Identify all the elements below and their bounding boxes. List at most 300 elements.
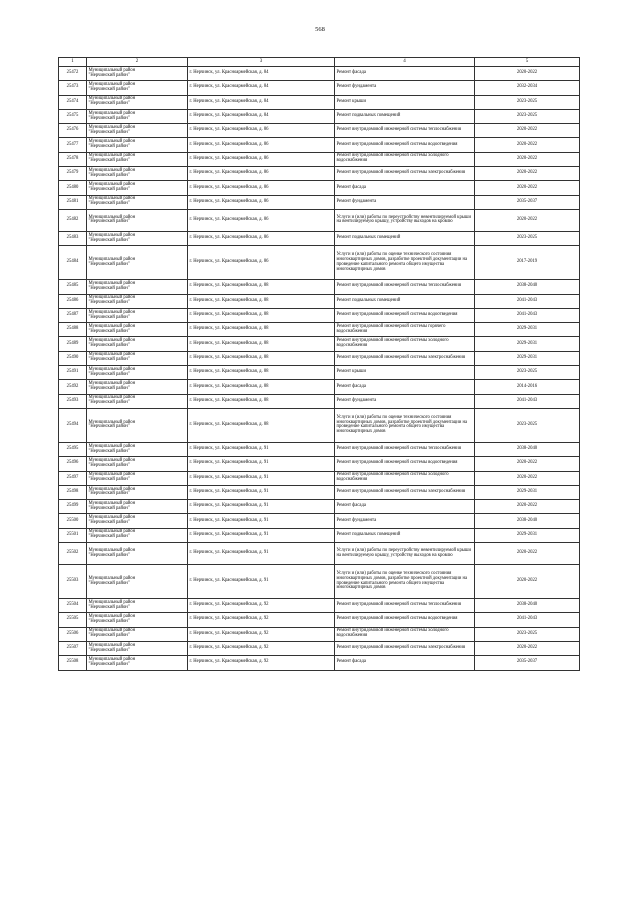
table-row: [59, 627, 580, 641]
work-type-cell: Ремонт фундамента: [335, 195, 475, 209]
district-line-2: "Нерчинский район": [88, 172, 130, 178]
district-line-2: "Нерчинский район": [88, 552, 130, 558]
table-row: [59, 543, 580, 565]
row-number-cell: 25482: [59, 209, 87, 231]
district-line-1: Муниципальный район: [88, 67, 136, 73]
table-row: [59, 152, 580, 166]
district-line-1: Муниципальный район: [88, 139, 136, 145]
district-cell: [87, 294, 188, 308]
district-cell: [87, 195, 188, 209]
period-cell: 2020-2022: [475, 152, 580, 166]
district-line-1: Муниципальный район: [88, 642, 136, 648]
district-line-1: Муниципальный район: [88, 295, 136, 301]
period-cell: 2023-2025: [475, 366, 580, 380]
page-number: 568: [315, 26, 325, 33]
address-cell: г. Нерчинск, ул. Красноармейская, д. 88: [188, 323, 335, 337]
district-cell: [87, 351, 188, 365]
district-line-2: "Нерчинский район": [88, 385, 130, 391]
district-line-1: Муниципальный район: [88, 575, 136, 581]
row-number-cell: 25488: [59, 323, 87, 337]
period-cell: 2023-2025: [475, 408, 580, 442]
row-number-cell: 25496: [59, 457, 87, 471]
district-line-1: Муниципальный район: [88, 472, 136, 478]
district-cell: [87, 67, 188, 81]
district-line-2: "Нерчинский район": [88, 115, 130, 121]
district-line-2: "Нерчинский район": [88, 520, 130, 526]
period-cell: 2020-2022: [475, 67, 580, 81]
period-cell: 2029-2031: [475, 485, 580, 499]
table-row: [59, 408, 580, 442]
district-cell: [87, 81, 188, 95]
district-line-2: "Нерчинский район": [88, 314, 130, 320]
address-cell: г. Нерчинск, ул. Красноармейская, д. 91: [188, 528, 335, 542]
work-type-cell: Ремонт фасада: [335, 181, 475, 195]
address-cell: г. Нерчинск, ул. Красноармейская, д. 86: [188, 124, 335, 138]
address-cell: г. Нерчинск, ул. Красноармейская, д. 88: [188, 294, 335, 308]
table-row: [59, 380, 580, 394]
district-cell: [87, 528, 188, 542]
district-line-2: "Нерчинский район": [88, 101, 130, 107]
row-number-cell: 25475: [59, 109, 87, 123]
district-line-1: Муниципальный район: [88, 500, 136, 506]
district-line-1: Муниципальный район: [88, 457, 136, 463]
row-number-cell: 25472: [59, 67, 87, 81]
table-body: [59, 67, 580, 671]
district-line-1: Муниципальный район: [88, 323, 136, 329]
district-line-1: Муниципальный район: [88, 82, 136, 87]
table-row: [59, 95, 580, 109]
table-row: [59, 442, 580, 456]
address-cell: г. Нерчинск, ул. Красноармейская, д. 88: [188, 380, 335, 394]
table-row: [59, 500, 580, 514]
period-cell: 2023-2025: [475, 627, 580, 641]
address-cell: г. Нерчинск, ул. Красноармейская, д. 86: [188, 181, 335, 195]
district-line-1: Муниципальный район: [88, 352, 136, 358]
period-cell: 2032-2034: [475, 81, 580, 95]
period-cell: 2020-2022: [475, 209, 580, 231]
district-line-2: "Нерчинский район": [88, 129, 130, 135]
work-type-cell: Ремонт внутридомовой инженерной системы водоотведения: [335, 613, 475, 627]
address-cell: г. Нерчинск, ул. Красноармейская, д. 84: [188, 95, 335, 109]
work-type-cell: Ремонт внутридомовой инженерной системы электроснабжения: [335, 167, 475, 181]
row-number-cell: 25476: [59, 124, 87, 138]
district-line-2: "Нерчинский район": [88, 491, 130, 497]
district-line-1: Муниципальный район: [88, 256, 136, 262]
address-cell: г. Нерчинск, ул. Красноармейская, д. 91: [188, 514, 335, 528]
address-cell: г. Нерчинск, ул. Красноармейская, д. 88: [188, 366, 335, 380]
period-cell: 2020-2022: [475, 124, 580, 138]
work-type-cell: Ремонт внутридомовой инженерной системы холодного водоснабжения: [335, 337, 475, 351]
row-number-cell: 25500: [59, 514, 87, 528]
table-row: [59, 641, 580, 655]
work-type-cell: Ремонт внутридомовой инженерной системы водоотведения: [335, 138, 475, 152]
period-cell: 2020-2022: [475, 457, 580, 471]
district-cell: [87, 471, 188, 485]
address-cell: г. Нерчинск, ул. Красноармейская, д. 88: [188, 351, 335, 365]
address-cell: г. Нерчинск, ул. Красноармейская, д. 86: [188, 138, 335, 152]
column-header-5: 5: [475, 58, 580, 67]
period-cell: 2041-2043: [475, 613, 580, 627]
district-cell: [87, 95, 188, 109]
district-cell: [87, 167, 188, 181]
work-type-cell: Ремонт крыши: [335, 95, 475, 109]
table-row: [59, 167, 580, 181]
row-number-cell: 25484: [59, 246, 87, 280]
address-cell: г. Нерчинск, ул. Красноармейская, д. 88: [188, 394, 335, 408]
district-line-2: "Нерчинский район": [88, 400, 130, 406]
work-type-cell: Ремонт внутридомовой инженерной системы теплоснабжения: [335, 124, 475, 138]
period-cell: 2029-2031: [475, 323, 580, 337]
table-row: [59, 209, 580, 231]
row-number-cell: 25506: [59, 627, 87, 641]
district-cell: [87, 485, 188, 499]
district-cell: [87, 380, 188, 394]
district-cell: [87, 613, 188, 627]
address-cell: г. Нерчинск, ул. Красноармейская, д. 86: [188, 167, 335, 181]
district-line-1: Муниципальный район: [88, 110, 136, 116]
row-number-cell: 25481: [59, 195, 87, 209]
district-cell: [87, 366, 188, 380]
table-row: [59, 124, 580, 138]
address-cell: г. Нерчинск, ул. Красноармейская, д. 88: [188, 337, 335, 351]
table-row: [59, 485, 580, 499]
address-cell: г. Нерчинск, ул. Красноармейская, д. 91: [188, 471, 335, 485]
repair-schedule-table: [58, 57, 580, 671]
row-number-cell: 25480: [59, 181, 87, 195]
address-cell: г. Нерчинск, ул. Красноармейская, д. 86: [188, 231, 335, 245]
work-type-cell: Услуги и (или) работы по оценке технического состояния многоквартирных домов, разработке проектной документации на проведение капитального ремонта общего имущества многоквартирных домов: [335, 408, 475, 442]
work-type-cell: Ремонт внутридомовой инженерной системы горячего водоснабжения: [335, 323, 475, 337]
district-cell: [87, 209, 188, 231]
district-line-2: "Нерчинский район": [88, 633, 130, 639]
district-line-1: Муниципальный район: [88, 366, 136, 372]
row-number-cell: 25497: [59, 471, 87, 485]
period-cell: 2020-2022: [475, 181, 580, 195]
district-cell: [87, 627, 188, 641]
table-row: [59, 656, 580, 670]
district-line-2: "Нерчинский район": [88, 158, 130, 164]
period-cell: 2023-2025: [475, 231, 580, 245]
period-cell: 2029-2031: [475, 528, 580, 542]
work-type-cell: Ремонт внутридомовой инженерной системы теплоснабжения: [335, 599, 475, 613]
period-cell: 2041-2043: [475, 308, 580, 322]
district-cell: [87, 308, 188, 322]
district-cell: [87, 599, 188, 613]
district-line-2: "Нерчинский район": [88, 219, 130, 225]
table-row: [59, 231, 580, 245]
district-line-1: Муниципальный район: [88, 419, 136, 425]
table-row: [59, 394, 580, 408]
period-cell: 2023-2025: [475, 95, 580, 109]
district-cell: [87, 514, 188, 528]
district-line-1: Муниципальный район: [88, 280, 136, 286]
table-row: [59, 613, 580, 627]
district-line-1: Муниципальный район: [88, 628, 136, 634]
district-line-1: Муниципальный район: [88, 529, 136, 535]
row-number-cell: 25493: [59, 394, 87, 408]
work-type-cell: Ремонт крыши: [335, 366, 475, 380]
row-number-cell: 25505: [59, 613, 87, 627]
district-cell: [87, 394, 188, 408]
row-number-cell: 25499: [59, 500, 87, 514]
table-row: [59, 308, 580, 322]
address-cell: г. Нерчинск, ул. Красноармейская, д. 88: [188, 408, 335, 442]
district-line-1: Муниципальный район: [88, 381, 136, 387]
period-cell: 2020-2022: [475, 471, 580, 485]
district-line-1: Муниципальный район: [88, 124, 136, 130]
district-line-1: Муниципальный район: [88, 232, 136, 238]
period-cell: 2029-2031: [475, 351, 580, 365]
district-cell: [87, 152, 188, 166]
district-line-2: "Нерчинский район": [88, 72, 130, 78]
district-line-1: Муниципальный район: [88, 656, 136, 662]
address-cell: г. Нерчинск, ул. Красноармейская, д. 88: [188, 308, 335, 322]
district-line-2: "Нерчинский район": [88, 86, 130, 92]
work-type-cell: Услуги и (или) работы по переустройству невентилируемой крыши на вентилируемую крышу, устройству выходов на кровлю: [335, 543, 475, 565]
period-cell: 2020-2022: [475, 641, 580, 655]
district-line-1: Муниципальный район: [88, 547, 136, 553]
address-cell: г. Нерчинск, ул. Красноармейская, д. 92: [188, 599, 335, 613]
row-number-cell: 25490: [59, 351, 87, 365]
district-line-1: Муниципальный район: [88, 443, 136, 449]
work-type-cell: Ремонт внутридомовой инженерной системы электроснабжения: [335, 351, 475, 365]
district-line-2: "Нерчинский район": [88, 285, 130, 291]
work-type-cell: Ремонт фундамента: [335, 514, 475, 528]
district-cell: [87, 656, 188, 670]
period-cell: 2017-2019: [475, 246, 580, 280]
column-header-4: 4: [335, 58, 475, 67]
row-number-cell: 25491: [59, 366, 87, 380]
district-line-2: "Нерчинский район": [88, 604, 130, 610]
district-cell: [87, 138, 188, 152]
work-type-cell: Ремонт внутридомовой инженерной системы холодного водоснабжения: [335, 627, 475, 641]
address-cell: г. Нерчинск, ул. Красноармейская, д. 92: [188, 613, 335, 627]
district-line-2: "Нерчинский район": [88, 328, 130, 334]
district-line-2: "Нерчинский район": [88, 261, 130, 267]
district-line-1: Муниципальный район: [88, 338, 136, 344]
row-number-cell: 25483: [59, 231, 87, 245]
district-line-2: "Нерчинский район": [88, 424, 130, 430]
period-cell: 2020-2022: [475, 167, 580, 181]
row-number-cell: 25501: [59, 528, 87, 542]
period-cell: 2023-2025: [475, 109, 580, 123]
address-cell: г. Нерчинск, ул. Красноармейская, д. 91: [188, 485, 335, 499]
period-cell: 2020-2022: [475, 138, 580, 152]
district-line-2: "Нерчинский район": [88, 505, 130, 511]
row-number-cell: 25485: [59, 280, 87, 294]
district-cell: [87, 641, 188, 655]
work-type-cell: Ремонт внутридомовой инженерной системы холодного водоснабжения: [335, 471, 475, 485]
district-cell: [87, 280, 188, 294]
table-row: [59, 109, 580, 123]
district-cell: [87, 337, 188, 351]
row-number-cell: 25508: [59, 656, 87, 670]
period-cell: 2038-2040: [475, 514, 580, 528]
work-type-cell: Ремонт внутридомовой инженерной системы водоотведения: [335, 457, 475, 471]
district-line-2: "Нерчинский район": [88, 477, 130, 483]
work-type-cell: Ремонт внутридомовой инженерной системы теплоснабжения: [335, 442, 475, 456]
address-cell: г. Нерчинск, ул. Красноармейская, д. 84: [188, 67, 335, 81]
work-type-cell: Ремонт внутридомовой инженерной системы водоотведения: [335, 308, 475, 322]
district-line-1: Муниципальный район: [88, 96, 136, 102]
row-number-cell: 25486: [59, 294, 87, 308]
address-cell: г. Нерчинск, ул. Красноармейская, д. 86: [188, 246, 335, 280]
period-cell: 2014-2016: [475, 380, 580, 394]
table-row: [59, 138, 580, 152]
column-header-1: 1: [59, 58, 87, 67]
district-line-1: Муниципальный район: [88, 196, 136, 202]
district-cell: [87, 457, 188, 471]
address-cell: г. Нерчинск, ул. Красноармейская, д. 86: [188, 195, 335, 209]
row-number-cell: 25507: [59, 641, 87, 655]
period-cell: 2035-2037: [475, 195, 580, 209]
district-line-2: "Нерчинский район": [88, 618, 130, 624]
work-type-cell: Услуги и (или) работы по оценке технического состояния многоквартирных домов, разработке проектной документации на проведение капитального ремонта общего имущества многоквартирных домов: [335, 565, 475, 599]
district-line-1: Муниципальный район: [88, 515, 136, 521]
district-line-1: Муниципальный район: [88, 309, 136, 315]
row-number-cell: 25502: [59, 543, 87, 565]
period-cell: 2035-2037: [475, 656, 580, 670]
table-row: [59, 528, 580, 542]
district-line-1: Муниципальный район: [88, 599, 136, 605]
row-number-cell: 25478: [59, 152, 87, 166]
address-cell: г. Нерчинск, ул. Красноармейская, д. 86: [188, 152, 335, 166]
district-cell: [87, 500, 188, 514]
work-type-cell: Ремонт внутридомовой инженерной системы теплоснабжения: [335, 280, 475, 294]
district-cell: [87, 543, 188, 565]
row-number-cell: 25477: [59, 138, 87, 152]
table-row: [59, 280, 580, 294]
table-row: [59, 599, 580, 613]
district-line-2: "Нерчинский район": [88, 534, 130, 540]
table-row: [59, 323, 580, 337]
period-cell: 2038-2040: [475, 442, 580, 456]
district-line-2: "Нерчинский район": [88, 448, 130, 454]
district-line-2: "Нерчинский район": [88, 647, 130, 653]
address-cell: г. Нерчинск, ул. Красноармейская, д. 86: [188, 209, 335, 231]
period-cell: 2020-2022: [475, 500, 580, 514]
district-cell: [87, 181, 188, 195]
table-row: [59, 246, 580, 280]
table-header-row: [59, 58, 580, 67]
row-number-cell: 25479: [59, 167, 87, 181]
district-line-2: "Нерчинский район": [88, 237, 130, 243]
work-type-cell: Ремонт подвальных помещений: [335, 528, 475, 542]
address-cell: г. Нерчинск, ул. Красноармейская, д. 92: [188, 656, 335, 670]
work-type-cell: Услуги и (или) работы по переустройству невентилируемой крыши на вентилируемую крышу, устройству выходов на кровлю: [335, 209, 475, 231]
district-cell: [87, 124, 188, 138]
period-cell: 2041-2043: [475, 294, 580, 308]
district-line-2: "Нерчинский район": [88, 371, 130, 377]
district-line-2: "Нерчинский район": [88, 144, 130, 150]
table-row: [59, 81, 580, 95]
table-row: [59, 195, 580, 209]
work-type-cell: Ремонт подвальных помещений: [335, 109, 475, 123]
district-line-2: "Нерчинский район": [88, 300, 130, 306]
table-row: [59, 294, 580, 308]
period-cell: 2041-2043: [475, 394, 580, 408]
work-type-cell: Ремонт фасада: [335, 500, 475, 514]
work-type-cell: Ремонт внутридомовой инженерной системы электроснабжения: [335, 641, 475, 655]
row-number-cell: 25503: [59, 565, 87, 599]
work-type-cell: Ремонт фасада: [335, 656, 475, 670]
district-line-1: Муниципальный район: [88, 614, 136, 620]
period-cell: 2029-2031: [475, 337, 580, 351]
period-cell: 2020-2022: [475, 565, 580, 599]
address-cell: г. Нерчинск, ул. Красноармейская, д. 91: [188, 500, 335, 514]
row-number-cell: 25489: [59, 337, 87, 351]
period-cell: 2038-2040: [475, 280, 580, 294]
table-row: [59, 514, 580, 528]
table-row: [59, 471, 580, 485]
work-type-cell: Ремонт фундамента: [335, 81, 475, 95]
address-cell: г. Нерчинск, ул. Красноармейская, д. 84: [188, 109, 335, 123]
work-type-cell: Ремонт фасада: [335, 67, 475, 81]
row-number-cell: 25474: [59, 95, 87, 109]
district-cell: [87, 323, 188, 337]
row-number-cell: 25473: [59, 81, 87, 95]
table-row: [59, 366, 580, 380]
district-line-1: Муниципальный район: [88, 182, 136, 188]
table-row: [59, 565, 580, 599]
address-cell: г. Нерчинск, ул. Красноармейская, д. 91: [188, 457, 335, 471]
district-line-1: Муниципальный район: [88, 167, 136, 173]
period-cell: 2020-2022: [475, 543, 580, 565]
work-type-cell: Ремонт внутридомовой инженерной системы холодного водоснабжения: [335, 152, 475, 166]
address-cell: г. Нерчинск, ул. Красноармейская, д. 84: [188, 81, 335, 95]
row-number-cell: 25495: [59, 442, 87, 456]
table-row: [59, 351, 580, 365]
district-cell: [87, 109, 188, 123]
row-number-cell: 25487: [59, 308, 87, 322]
district-line-1: Муниципальный район: [88, 486, 136, 492]
district-line-2: "Нерчинский район": [88, 343, 130, 349]
district-line-1: Муниципальный район: [88, 153, 136, 159]
district-cell: [87, 442, 188, 456]
work-type-cell: Ремонт внутридомовой инженерной системы электроснабжения: [335, 485, 475, 499]
district-line-1: Муниципальный район: [88, 214, 136, 220]
district-line-2: "Нерчинский район": [88, 357, 130, 363]
table-row: [59, 337, 580, 351]
work-type-cell: Ремонт подвальных помещений: [335, 294, 475, 308]
column-header-2: 2: [87, 58, 188, 67]
district-line-1: Муниципальный район: [88, 395, 136, 401]
district-line-2: "Нерчинский район": [88, 201, 130, 207]
district-cell: [87, 246, 188, 280]
district-cell: [87, 231, 188, 245]
address-cell: г. Нерчинск, ул. Красноармейская, д. 91: [188, 442, 335, 456]
row-number-cell: 25504: [59, 599, 87, 613]
table-row: [59, 181, 580, 195]
table-row: [59, 457, 580, 471]
address-cell: г. Нерчинск, ул. Красноармейская, д. 92: [188, 641, 335, 655]
period-cell: 2038-2040: [475, 599, 580, 613]
column-header-3: 3: [188, 58, 335, 67]
district-line-2: "Нерчинский район": [88, 580, 130, 586]
address-cell: г. Нерчинск, ул. Красноармейская, д. 92: [188, 627, 335, 641]
work-type-cell: Ремонт фундамента: [335, 394, 475, 408]
address-cell: г. Нерчинск, ул. Красноармейская, д. 91: [188, 565, 335, 599]
row-number-cell: 25498: [59, 485, 87, 499]
district-line-2: "Нерчинский район": [88, 462, 130, 468]
district-cell: [87, 408, 188, 442]
work-type-cell: Ремонт фасада: [335, 380, 475, 394]
district-cell: [87, 565, 188, 599]
address-cell: г. Нерчинск, ул. Красноармейская, д. 91: [188, 543, 335, 565]
work-type-cell: Ремонт подвальных помещений: [335, 231, 475, 245]
row-number-cell: 25492: [59, 380, 87, 394]
address-cell: г. Нерчинск, ул. Красноармейская, д. 88: [188, 280, 335, 294]
